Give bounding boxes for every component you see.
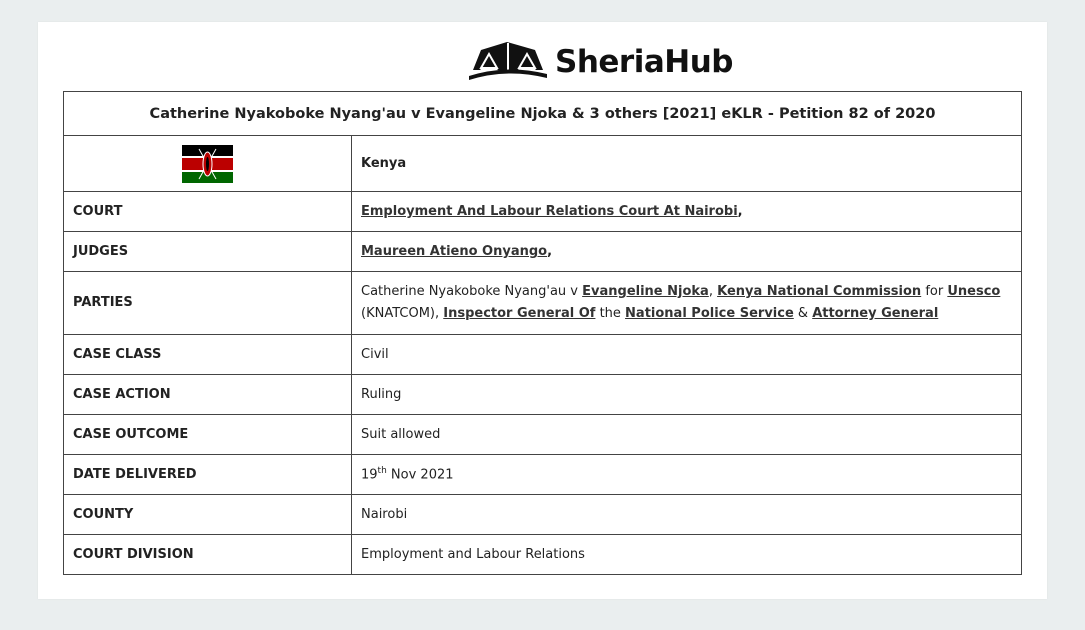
court-division-label: COURT DIVISION xyxy=(64,535,352,575)
parties-value xyxy=(352,272,1022,335)
judge-link[interactable]: Maureen Atieno Onyango xyxy=(361,244,548,259)
party-link-kenya-national-commission[interactable]: Kenya National Commission xyxy=(717,284,922,299)
case-action-value: Ruling xyxy=(352,375,1022,415)
county-value: Nairobi xyxy=(352,495,1022,535)
court-label: COURT xyxy=(64,192,352,232)
sheriahub-logo[interactable] xyxy=(467,40,733,84)
party-link-attorney-general[interactable]: Attorney General xyxy=(812,306,939,321)
flag-cell xyxy=(64,136,352,192)
party-link-evangeline-njoka[interactable]: Evangeline Njoka xyxy=(582,284,709,299)
parties-text: (KNATCOM), xyxy=(361,306,444,321)
case-outcome-label: CASE OUTCOME xyxy=(64,415,352,455)
court-division-value: Employment and Labour Relations xyxy=(352,535,1022,575)
parties-text: , xyxy=(708,284,718,299)
parties-text: the xyxy=(595,306,626,321)
case-class-value: Civil xyxy=(352,335,1022,375)
date-rest: Nov 2021 xyxy=(386,467,454,483)
county-label: COUNTY xyxy=(64,495,352,535)
date-ordinal: th xyxy=(377,466,387,477)
brand-name: SheriaHub xyxy=(555,44,733,80)
judges-suffix: , xyxy=(547,244,553,259)
case-class-label: CASE CLASS xyxy=(64,335,352,375)
case-title: Catherine Nyakoboke Nyang'au v Evangeline Njoka & 3 others [2021] eKLR - Petition 82 of 2020 xyxy=(64,92,1022,136)
court-suffix: , xyxy=(737,204,743,219)
date-day: 19 xyxy=(361,467,378,483)
case-action-label: CASE ACTION xyxy=(64,375,352,415)
date-delivered-value xyxy=(352,455,1022,495)
court-link[interactable]: Employment And Labour Relations Court At Nairobi xyxy=(361,204,738,219)
parties-text: for xyxy=(921,284,948,299)
party-link-national-police-service[interactable]: National Police Service xyxy=(625,306,794,321)
case-details-table xyxy=(63,91,1022,575)
judges-value xyxy=(352,232,1022,272)
scales-of-justice-logo-icon xyxy=(467,40,549,84)
party-link-unesco[interactable]: Unesco xyxy=(947,284,1001,299)
parties-text: Catherine Nyakoboke Nyang'au v xyxy=(361,284,583,299)
court-value xyxy=(352,192,1022,232)
date-delivered-label: DATE DELIVERED xyxy=(64,455,352,495)
judges-label: JUDGES xyxy=(64,232,352,272)
case-outcome-value: Suit allowed xyxy=(352,415,1022,455)
kenya-flag-icon xyxy=(182,145,233,183)
party-link-inspector-general[interactable]: Inspector General Of xyxy=(443,306,596,321)
parties-text: & xyxy=(793,306,813,321)
parties-label: PARTIES xyxy=(64,272,352,335)
country-name: Kenya xyxy=(352,136,1022,192)
